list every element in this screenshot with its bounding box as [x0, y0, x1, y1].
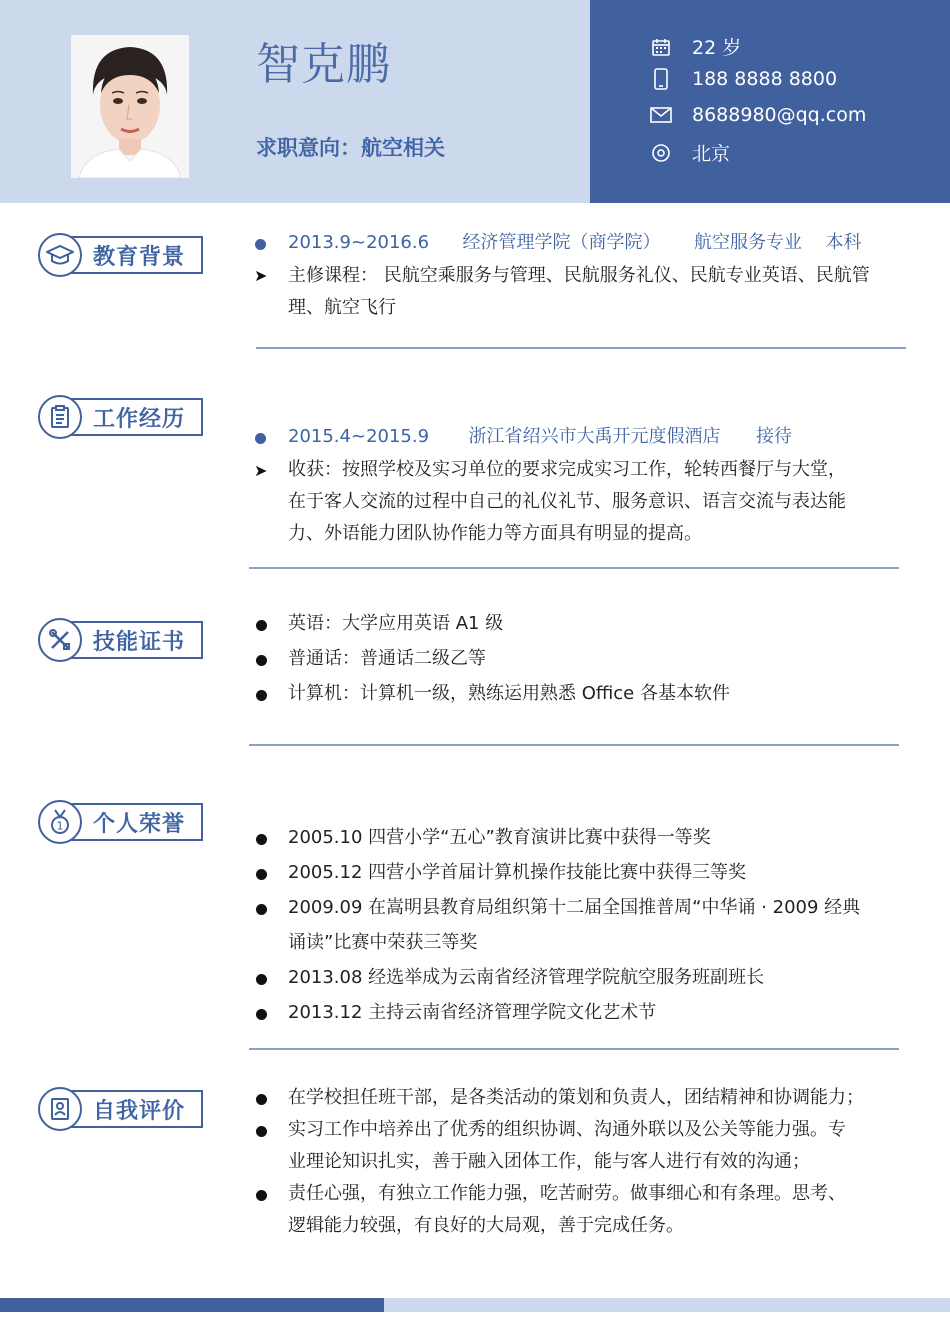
graduation-cap-icon [38, 233, 82, 277]
phone-text: 188 8888 8800 [692, 68, 838, 90]
work-role: 接待 [755, 426, 792, 447]
honor-item: 2005.12 四营小学首届计算机操作技能比赛中获得三等奖 [288, 862, 747, 883]
self-item: 实习工作中培养出了优秀的组织协调、沟通外联以及公关等能力强。专 [288, 1119, 846, 1140]
mobile-phone-icon [650, 68, 672, 90]
work-gain-line-1: 收获：按照学校及实习单位的要求完成实习工作，轮转西餐厅与大堂， [288, 459, 846, 480]
divider [249, 1048, 899, 1050]
footer-bar-dark [0, 1298, 384, 1312]
self-item-continued: 业理论知识扎实，善于融入团体工作，能与客人进行有效的沟通； [288, 1151, 810, 1172]
education-courses-line-2: 理、航空飞行 [288, 297, 396, 318]
work-gain-line-2: 在于客人交流的过程中自己的礼仪礼节、服务意识、语言交流与表达能 [288, 491, 846, 512]
bullet [256, 904, 267, 915]
honor-item: 2009.09 在嵩明县教育局组织第十二届全国推普周“中华诵 · 2009 经典 [288, 897, 861, 918]
education-school: 经济管理学院（商学院） [462, 232, 661, 253]
education-major: 航空服务专业 [693, 232, 802, 253]
contact-phone [650, 68, 837, 90]
education-period: 2013.9~2016.6 [288, 232, 430, 253]
bullet [256, 1009, 267, 1020]
candidate-name: 智克鹏 [256, 39, 391, 90]
bullet [256, 1190, 267, 1201]
calendar-icon [650, 36, 672, 58]
self-item-continued: 逻辑能力较强，有良好的大局观，善于完成任务。 [288, 1215, 684, 1236]
city-text: 北京 [692, 143, 731, 165]
honor-item: 2013.12 主持云南省经济管理学院文化艺术节 [288, 1002, 657, 1023]
skill-item: 英语：大学应用英语 A1 级 [288, 613, 504, 634]
work-entry [288, 425, 792, 448]
self-item: 责任心强，有独立工作能力强，吃苦耐劳。做事细心和有条理。思考、 [288, 1183, 846, 1204]
footer-bar-light [384, 1298, 950, 1312]
work-period: 2015.4~2015.9 [288, 426, 430, 447]
medal-icon [38, 800, 82, 844]
mail-icon [650, 104, 672, 126]
skill-item: 普通话：普通话二级乙等 [288, 648, 486, 669]
bullet [256, 974, 267, 985]
job-intent: 求职意向：航空相关 [256, 136, 445, 160]
id-card-icon [38, 1087, 82, 1131]
age-text: 22 岁 [692, 37, 742, 59]
location-pin-icon [650, 142, 672, 164]
education-courses-line-1: 主修课程： 民航空乘服务与管理、民航服务礼仪、民航专业英语、民航管 [288, 265, 870, 286]
arrow-bullet-icon: ➤ [254, 266, 268, 285]
honor-item-continued: 诵读”比赛中荣获三等奖 [288, 932, 478, 953]
work-gain-line-3: 力、外语能力团队协作能力等方面具有明显的提高。 [288, 523, 702, 544]
bullet [256, 834, 267, 845]
divider [256, 347, 906, 349]
bullet [255, 433, 266, 444]
honor-item: 2013.08 经选举成为云南省经济管理学院航空服务班副班长 [288, 967, 765, 988]
education-degree: 本科 [825, 232, 862, 253]
bullet [256, 1094, 267, 1105]
bullet [256, 1126, 267, 1137]
section-title: 技能证书 [93, 630, 186, 655]
bullet [256, 620, 267, 631]
section-title: 教育背景 [93, 245, 186, 270]
divider [249, 567, 899, 569]
contact-city [650, 139, 730, 166]
svg-text:1: 1 [56, 819, 64, 833]
profile-photo [71, 35, 189, 178]
section-title: 工作经历 [93, 407, 186, 432]
honor-item: 2005.10 四营小学“五心”教育演讲比赛中获得一等奖 [288, 827, 711, 848]
clipboard-icon [38, 395, 82, 439]
contact-age [650, 33, 741, 60]
section-title: 个人荣誉 [93, 812, 186, 837]
education-entry [288, 231, 861, 254]
contact-email [650, 104, 866, 126]
tools-icon [38, 618, 82, 662]
arrow-bullet-icon: ➤ [254, 461, 268, 480]
email-text: 8688980@qq.com [692, 104, 867, 126]
divider [249, 744, 899, 746]
bullet [256, 655, 267, 666]
skill-item: 计算机：计算机一级，熟练运用熟悉 Office 各基本软件 [288, 683, 730, 704]
bullet [256, 690, 267, 701]
section-title: 自我评价 [93, 1099, 186, 1124]
bullet [256, 869, 267, 880]
work-company: 浙江省绍兴市大禹开元度假酒店 [468, 426, 721, 447]
self-item: 在学校担任班干部，是各类活动的策划和负责人，团结精神和协调能力； [288, 1087, 864, 1108]
header-contact-panel [590, 0, 950, 203]
bullet [255, 239, 266, 250]
